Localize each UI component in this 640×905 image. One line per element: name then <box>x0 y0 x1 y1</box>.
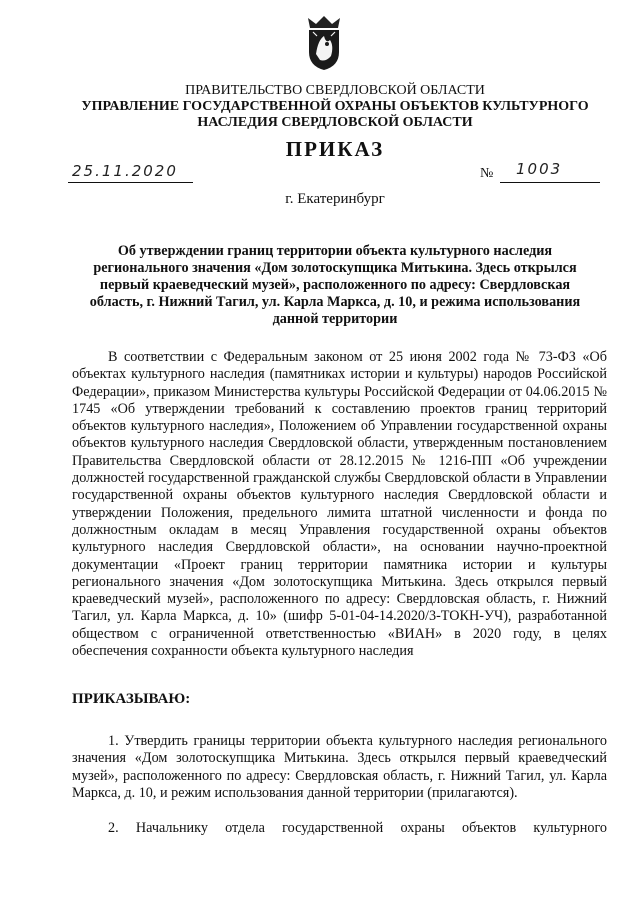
government-name: ПРАВИТЕЛЬСТВО СВЕРДЛОВСКОЙ ОБЛАСТИ <box>185 83 485 98</box>
orders-heading: ПРИКАЗЫВАЮ: <box>72 691 191 707</box>
document-title: Об утверждении границ территории объекта культурного наследия регионального значения «Дом золотоскупщика Митькина. Здесь открылся первый краеведческий музей», расположенного по адресу: Свердловская область, г. Нижний Тагил, ул. Карла Маркса, д. 10, и режима использования данной территории <box>89 243 581 327</box>
document-city: г. Екатеринбург <box>285 191 385 207</box>
number-sign: № <box>480 166 494 181</box>
date-underline <box>68 182 193 183</box>
number-underline <box>500 182 600 183</box>
document-date: 25.11.2020 <box>72 162 178 180</box>
order-item: 2. Начальнику отдела государственной охраны объектов культурного <box>108 820 607 836</box>
department-name: УПРАВЛЕНИЕ ГОСУДАРСТВЕННОЙ ОХРАНЫ ОБЪЕКТОВ КУЛЬТУРНОГО НАСЛЕДИЯ СВЕРДЛОВСКОЙ ОБЛАСТИ <box>81 99 589 130</box>
sverdlovsk-region-coat-of-arms-icon <box>304 14 344 72</box>
order-item: 1. Утвердить границы территории объекта культурного наследия регионального значения «Дом золотоскупщика Митькина. Здесь открылся первый краеведческий музей», расположенного по адресу: Свердловская область, г. Нижний Тагил, ул. Карла Маркса, д. 10, и режим использования данной территории (прилагаются). <box>72 733 607 801</box>
preamble-paragraph: В соответствии с Федеральным законом от 25 июня 2002 года № 73-ФЗ «Об объектах культурного наследия (памятниках истории и культуры) народов Российской Федерации», приказом Министерства культуры Российской Федерации от 04.06.2015 № 1745 «Об утверждении требований к составлению проектов границ территорий объектов культурного наследия», Положением об Управлении государственной охраны объектов культурного наследия Свердловской области, утвержденным постановлением Правительства Свердловской области от 28.12.2015 № 1216-ПП «Об учреждении должностей государственной гражданской службы Свердловской области в Управлении государственной охраны объектов культурного наследия Свердловской области и утверждении Положения, предельного лимита штатной численности и фонда по должностным окладам в месяц Управления государственной охраны объектов культурного наследия Свердловской области», на основании научно-проектной документации «Проект границ территории памятника истории и культуры регионального значения «Дом золотоскупщика Митькина. Здесь открылся первый краеведческий музей», расположенного по адресу: Свердловская область, г. Нижний Тагил, ул. Карла Маркса, д. 10» (шифр 5-01-04-14.2020/3-ТОКН-УЧ), разработанной обществом с ограниченной ответственностью «ВИАН» в 2020 году, в целях обеспечения сохранности объекта культурного наследия <box>72 349 607 660</box>
document-type: ПРИКАЗ <box>285 137 385 161</box>
document-number: 1003 <box>516 160 563 178</box>
